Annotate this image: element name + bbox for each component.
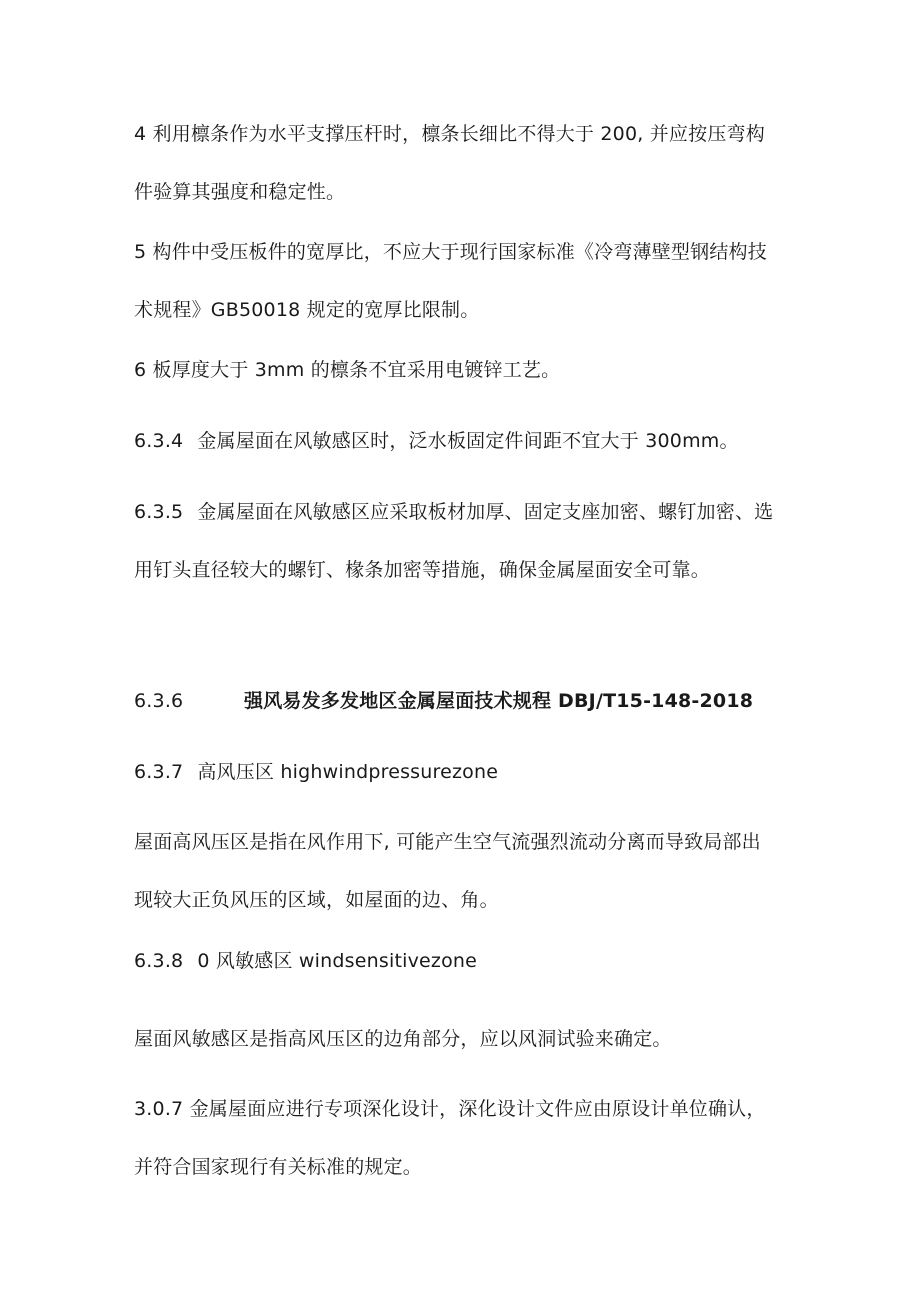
text-line: 用钉头直径较大的螺钉、椽条加密等措施，确保金属屋面安全可靠。 (134, 559, 711, 581)
section-number: 6.3.5 (134, 501, 184, 523)
section-6-3-7 (134, 748, 794, 796)
section-6-3-5 (134, 488, 794, 594)
text-line: 屋面风敏感区是指高风压区的边角部分，应以风洞试验来确定。 (134, 1028, 672, 1050)
clause-6-paragraph (134, 346, 794, 394)
clause-3-0-7-paragraph (134, 1085, 794, 1191)
section-text: 金属屋面在风敏感区应采取板材加厚、固定支座加密、螺钉加密、选 (197, 501, 774, 523)
text-line: 术规程》GB50018 规定的宽厚比限制。 (134, 299, 480, 321)
section-number: 6.3.8 (134, 950, 184, 972)
section-6-3-6-heading (134, 677, 794, 725)
text-line: 3.0.7 金属屋面应进行专项深化设计，深化设计文件应由原设计单位确认， (134, 1098, 766, 1120)
text-line: 件验算其强度和稳定性。 (134, 181, 346, 203)
section-title: 强风易发多发地区金属屋面技术规程 DBJ/T15-148-2018 (244, 690, 754, 712)
section-6-3-8 (134, 937, 794, 985)
text-line: 现较大正负风压的区域，如屋面的边、角。 (134, 889, 499, 911)
wind-sensitive-definition (134, 1015, 794, 1063)
text-line: 4 利用檩条作为水平支撑压杆时，檩条长细比不得大于 200, 并应按压弯构 (134, 123, 765, 145)
section-text: 金属屋面在风敏感区时，泛水板固定件间距不宜大于 300mm。 (197, 430, 739, 452)
text-line: 屋面高风压区是指在风作用下, 可能产生空气流强烈流动分离而导致局部出 (134, 831, 761, 853)
section-text: 0 风敏感区 windsensitivezone (197, 950, 478, 972)
section-number: 6.3.6 (134, 690, 184, 712)
section-number: 6.3.7 (134, 761, 184, 783)
clause-5-paragraph (134, 228, 794, 334)
clause-4-paragraph (134, 110, 794, 216)
high-wind-pressure-definition (134, 818, 794, 924)
text-line: 并符合国家现行有关标准的规定。 (134, 1156, 423, 1178)
text-line: 6 板厚度大于 3mm 的檩条不宜采用电镀锌工艺。 (134, 359, 561, 381)
text-line: 5 构件中受压板件的宽厚比，不应大于现行国家标准《冷弯薄壁型钢结构技 (134, 241, 767, 263)
section-number: 6.3.4 (134, 430, 184, 452)
section-6-3-4 (134, 417, 794, 465)
section-text: 高风压区 highwindpressurezone (197, 761, 499, 783)
